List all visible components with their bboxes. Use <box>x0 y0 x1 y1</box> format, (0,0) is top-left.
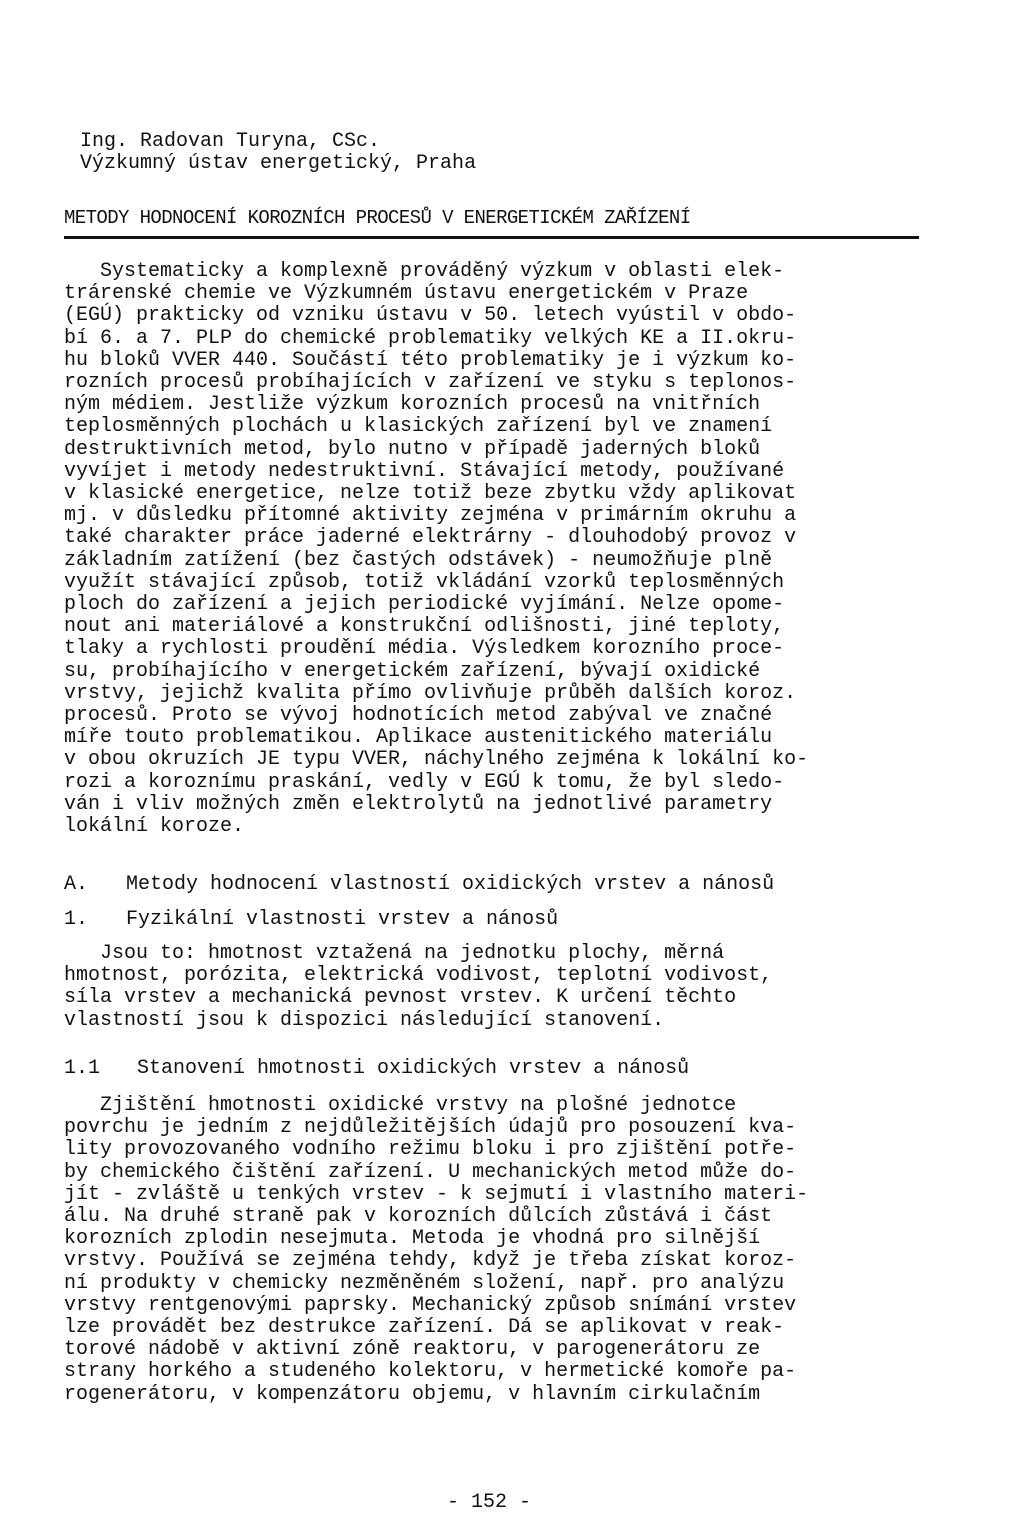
text-line: ní produkty v chemicky nezměněném složení, např. pro analýzu <box>64 1271 785 1295</box>
text-line: torové nádobě v aktivní zóně reaktoru, v parogenerátoru ze <box>64 1338 761 1362</box>
text-line: lze provádět bez destrukce zařízení. Dá se aplikovat v reak- <box>64 1316 785 1339</box>
text-line: v obou okruzích JE typu VVER, náchylného zejména k lokální ko- <box>64 748 809 772</box>
text-line: lity provozovaného vodního režimu bloku i pro zjištění potře- <box>64 1138 797 1162</box>
text-line: ným médiem. Jestliže výzkum korozních procesů na vnitřních <box>64 393 761 417</box>
text-line: strany horkého a studeného kolektoru, v hermetické komoře pa- <box>64 1360 797 1384</box>
text-line: Zjištění hmotnosti oxidické vrstvy na plošné jednotce <box>64 1094 737 1117</box>
text-line: bí 6. a 7. PLP do chemické problematiky velkých KE a II.okru- <box>64 326 797 350</box>
text-line: by chemického čištění zařízení. U mechanických metod může do- <box>64 1160 797 1184</box>
text-line: vrstvy rentgenovými paprsky. Mechanický způsob snímání vrstev <box>64 1293 797 1317</box>
text-line: rozi a koroznímu praskání, vedly v EGÚ k tomu, že byl sledo- <box>64 770 785 794</box>
title-underline <box>64 236 919 239</box>
text-line: také charakter práce jaderné elektrárny - dlouhodobý provoz v <box>64 526 797 550</box>
text-line: povrchu je jedním z nejdůležitějších údajů pro posouzení kva- <box>64 1116 797 1140</box>
text-line: mj. v důsledku přítomné aktivity zejména v primárním okruhu a <box>64 504 797 528</box>
text-line: tlaky a rychlosti proudění média. Výsledkem korozního proce- <box>64 637 785 661</box>
text-line: Systematicky a komplexně prováděný výzkum v oblasti elek- <box>64 260 785 283</box>
text-line: ploch do zařízení a jejich periodické vyjímání. Nelze opome- <box>64 593 785 616</box>
page-number: - 152 - <box>447 1491 532 1514</box>
text-line: destruktivních metod, bylo nutno v případě jaderných bloků <box>64 437 761 461</box>
text-line: álu. Na druhé straně pak v korozních důlcích zůstává i část <box>64 1205 773 1228</box>
section-a-number: A. <box>64 873 89 896</box>
author-line: Ing. Radovan Turyna, CSc. <box>80 130 381 153</box>
text-line: vlastností jsou k dispozici následující stanovení. <box>64 1008 665 1032</box>
text-line: rogenerátoru, v kompenzátoru objemu, v hlavním cirkulačním <box>64 1382 761 1406</box>
text-line: su, probíhajícího v energetickém zařízení, bývají oxidické <box>64 659 761 683</box>
text-line: trárenské chemie ve Výzkumném ústavu energetickém v Praze <box>64 282 749 306</box>
text-line: rozních procesů probíhajících v zařízení ve styku s teplonos- <box>64 371 797 394</box>
text-line: Jsou to: hmotnost vztažená na jednotku plochy, měrná <box>64 942 725 965</box>
text-line: síla vrstev a mechanická pevnost vrstev. K určení těchto <box>64 986 737 1010</box>
section-a-heading: Metody hodnocení vlastností oxidických vrstev a nánosů <box>126 873 775 896</box>
section-1-heading: Fyzikální vlastnosti vrstev a nánosů <box>126 908 559 931</box>
text-line: využít stávající způsob, totiž vkládání vzorků teplosměnných <box>64 570 785 594</box>
section-1-number: 1. <box>64 908 89 931</box>
text-line: v klasické energetice, nelze totiž beze zbytku vždy aplikovat <box>64 482 797 505</box>
section-1-1-number: 1.1 <box>64 1057 101 1080</box>
text-line: teplosměnných plochách u klasických zařízení byl ve znamení <box>64 415 773 439</box>
text-line: lokální koroze. <box>64 815 245 838</box>
text-line: základním zatížení (bez častých odstávek) - neumožňuje plně <box>64 548 773 572</box>
text-line: vyvíjet i metody nedestruktivní. Stávající metody, používané <box>64 459 785 483</box>
text-line: jít - zvláště u tenkých vrstev - k sejmutí i vlastního materi- <box>64 1182 809 1206</box>
text-line: procesů. Proto se vývoj hodnotících metod zabýval ve značné <box>64 704 773 727</box>
text-line: korozních zplodin nesejmuta. Metoda je vhodná pro silnější <box>64 1227 761 1251</box>
text-line: míře touto problematikou. Aplikace austenitického materiálu <box>64 726 773 750</box>
text-line: (EGÚ) prakticky od vzniku ústavu v 50. letech vyústil v obdo- <box>64 304 797 328</box>
text-line: vrstvy, jejichž kvalita přímo ovlivňuje průběh dalších koroz. <box>64 681 797 705</box>
text-line: hu bloků VVER 440. Součástí této problematiky je i výzkum ko- <box>64 348 797 372</box>
text-line: hmotnost, porózita, elektrická vodivost, teplotní vodivost, <box>64 964 773 988</box>
text-line: nout ani materiálové a konstrukční odlišnosti, jiné teploty, <box>64 615 785 639</box>
institute-line: Výzkumný ústav energetický, Praha <box>80 152 477 175</box>
text-line: ván i vliv možných změn elektrolytů na jednotlivé parametry <box>64 792 773 816</box>
page-title: METODY HODNOCENÍ KOROZNÍCH PROCESŮ V ENERGETICKÉM ZAŘÍZENÍ <box>64 207 691 229</box>
section-1-1-heading: Stanovení hmotnosti oxidických vrstev a nánosů <box>137 1057 690 1080</box>
text-line: vrstvy. Používá se zejména tehdy, když je třeba získat koroz- <box>64 1249 797 1273</box>
